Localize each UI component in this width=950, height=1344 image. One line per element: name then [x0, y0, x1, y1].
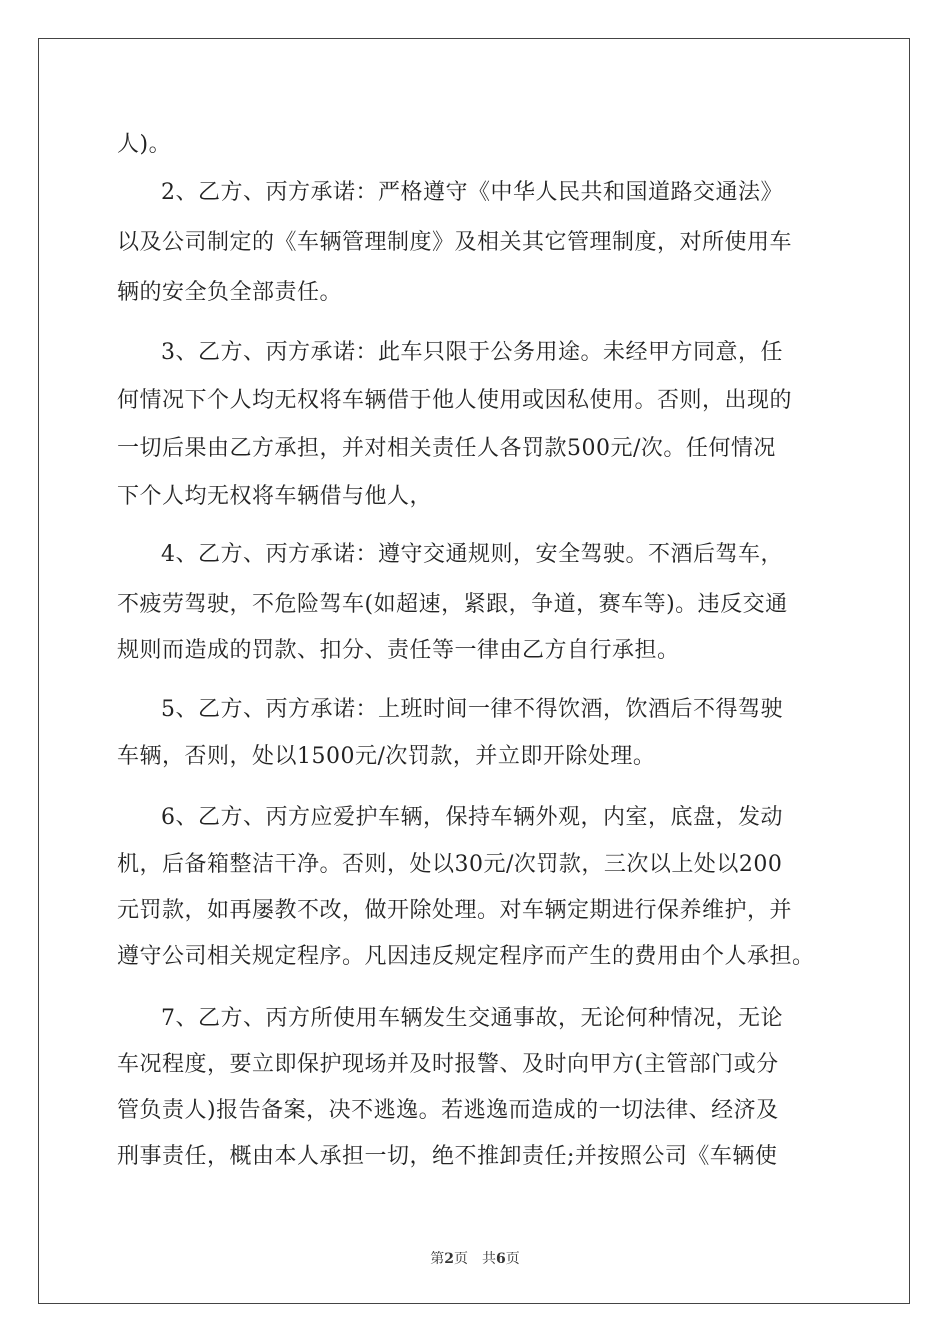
text-line: 元罚款，如再屡教不改，做开除处理。对车辆定期进行保养维护，并	[117, 898, 793, 923]
text-line: 一切后果由乙方承担，并对相关责任人各罚款500元/次。任何情况	[117, 436, 776, 461]
text-line: 不疲劳驾驶，不危险驾车(如超速，紧跟，争道，赛车等)。违反交通	[117, 592, 788, 617]
text-line: 规则而造成的罚款、扣分、责任等一律由乙方自行承担。	[117, 638, 680, 663]
text-line: 何情况下个人均无权将车辆借于他人使用或因私使用。否则，出现的	[117, 388, 793, 413]
text-line: 车况程度，要立即保护现场并及时报警、及时向甲方(主管部门或分	[117, 1052, 779, 1077]
text-line: 机，后备箱整洁干净。否则，处以30元/次罚款，三次以上处以200	[117, 852, 783, 877]
text-line: 辆的安全负全部责任。	[117, 280, 343, 305]
paragraph-6-line: 6、乙方、丙方应爱护车辆，保持车辆外观，内室，底盘，发动	[161, 805, 783, 830]
page-number: 2	[444, 1251, 454, 1267]
paragraph-7-line: 7、乙方、丙方所使用车辆发生交通事故，无论何种情况，无论	[161, 1006, 783, 1031]
text-line: 遵守公司相关规定程序。凡因违反规定程序而产生的费用由个人承担。	[117, 944, 815, 969]
text-line: 车辆，否则，处以1500元/次罚款，并立即开除处理。	[117, 744, 656, 769]
page-suffix: 页	[454, 1251, 468, 1267]
text-line: 管负责人)报告备案，决不逃逸。若逃逸而造成的一切法律、经济及	[117, 1098, 779, 1123]
total-suffix: 页	[505, 1251, 520, 1267]
text-line: 下个人均无权将车辆借与他人，	[117, 484, 433, 509]
text-line: 人)。	[117, 132, 172, 157]
paragraph-4-line: 4、乙方、丙方承诺：遵守交通规则，安全驾驶。不酒后驾车，	[161, 542, 783, 567]
page-footer	[0, 1248, 950, 1268]
paragraph-3-line: 3、乙方、丙方承诺：此车只限于公务用途。未经甲方同意，任	[161, 340, 783, 365]
paragraph-2-line: 2、乙方、丙方承诺：严格遵守《中华人民共和国道路交通法》	[161, 180, 783, 205]
page-prefix: 第	[430, 1251, 445, 1267]
paragraph-5-line: 5、乙方、丙方承诺：上班时间一律不得饮酒，饮酒后不得驾驶	[161, 697, 783, 722]
total-prefix: 共	[482, 1251, 496, 1267]
total-pages: 6	[496, 1251, 506, 1267]
text-line: 刑事责任，概由本人承担一切，绝不推卸责任;并按照公司《车辆使	[117, 1144, 778, 1169]
text-line: 以及公司制定的《车辆管理制度》及相关其它管理制度，对所使用车	[117, 230, 793, 255]
